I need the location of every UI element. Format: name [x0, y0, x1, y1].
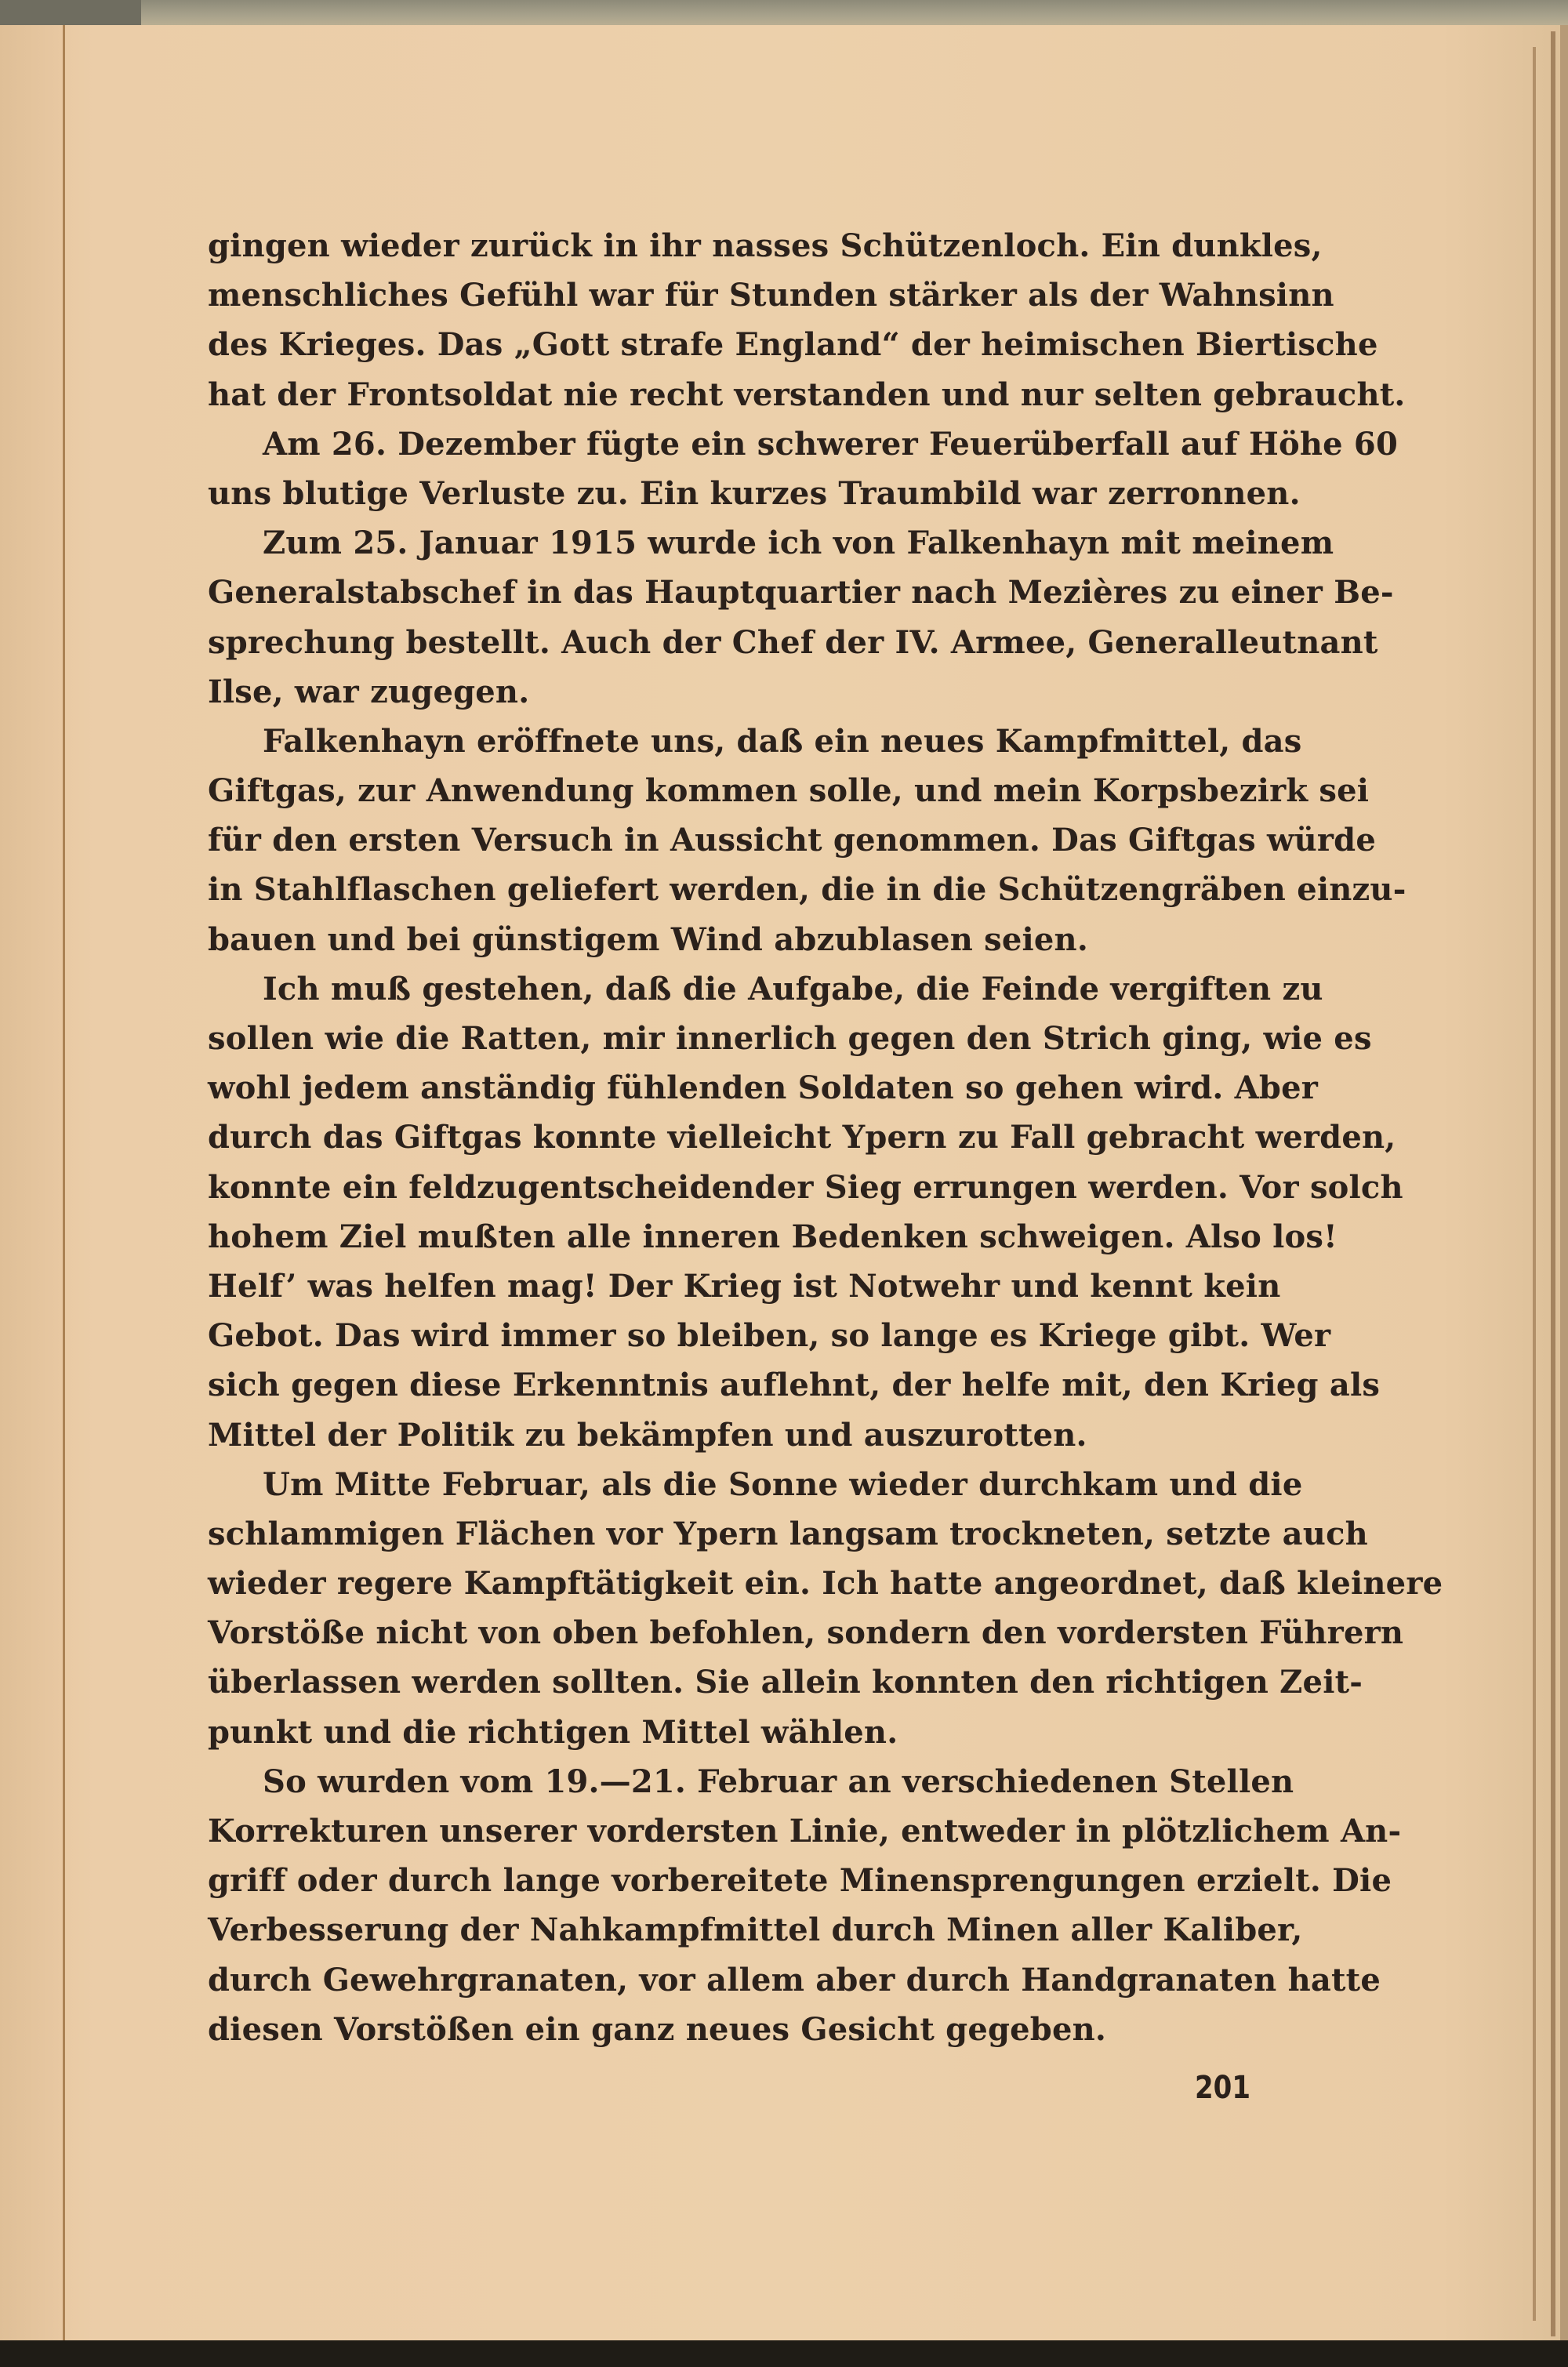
text-line: Vorstöße nicht von oben befohlen, sondern den vordersten Führern	[208, 1614, 1404, 1652]
text-line: punkt und die richtigen Mittel wählen.	[208, 1713, 898, 1751]
gutter-fold-line	[63, 25, 65, 2342]
text-line: in Stahlflaschen geliefert werden, die in die Schützengräben einzu-	[208, 871, 1406, 909]
text-line: durch Gewehrgranaten, vor allem aber durch Handgranaten hatte	[208, 1961, 1381, 1999]
paragraph-start-line: Am 26. Dezember fügte ein schwerer Feuerüberfall auf Höhe 60	[263, 425, 1398, 463]
text-line: schlammigen Flächen vor Ypern langsam trockneten, setzte auch	[208, 1515, 1368, 1552]
page-number: 201	[1195, 2070, 1250, 2106]
paragraph-start-line: Falkenhayn eröffnete uns, daß ein neues Kampfmittel, das	[263, 722, 1302, 760]
text-line: Korrekturen unserer vordersten Linie, entweder in plötzlichem An-	[208, 1813, 1402, 1850]
text-line: uns blutige Verluste zu. Ein kurzes Traumbild war zerronnen.	[208, 474, 1301, 512]
book-top-edge-dark	[0, 0, 141, 25]
text-line: Verbesserung der Nahkampfmittel durch Minen aller Kaliber,	[208, 1911, 1303, 1949]
text-line: sprechung bestellt. Auch der Chef der IV. Armee, Generalleutnant	[208, 623, 1378, 661]
paragraph-start-line: So wurden vom 19.—21. Februar an verschiedenen Stellen	[263, 1763, 1294, 1800]
text-line: menschliches Gefühl war für Stunden stärker als der Wahnsinn	[208, 277, 1334, 314]
text-line: Mittel der Politik zu bekämpfen und auszurotten.	[208, 1416, 1087, 1454]
text-line: sich gegen diese Erkenntnis auflehnt, der helfe mit, den Krieg als	[208, 1367, 1381, 1404]
text-line: Giftgas, zur Anwendung kommen solle, und mein Korpsbezirk sei	[208, 772, 1370, 810]
text-line: diesen Vorstößen ein ganz neues Gesicht gegeben.	[208, 2010, 1107, 2048]
text-line: bauen und bei günstigem Wind abzublasen seien.	[208, 920, 1088, 958]
text-line: für den ersten Versuch in Aussicht genommen. Das Giftgas würde	[208, 822, 1376, 859]
gutter-shadow	[0, 25, 63, 2342]
paragraph-start-line: Ich muß gestehen, daß die Aufgabe, die Feinde vergiften zu	[263, 970, 1323, 1007]
paragraph-start-line: Zum 25. Januar 1915 wurde ich von Falkenhayn mit meinem	[263, 525, 1334, 562]
text-line: des Krieges. Das „Gott strafe England“ der heimischen Biertische	[208, 326, 1378, 364]
text-line: gingen wieder zurück in ihr nasses Schützenloch. Ein dunkles,	[208, 227, 1323, 264]
body-text	[208, 221, 1443, 2054]
book-top-edge	[0, 0, 1568, 25]
text-line: Helf’ was helfen mag! Der Krieg ist Notwehr und kennt kein	[208, 1267, 1281, 1305]
text-line: konnte ein feldzugentscheidender Sieg errungen werden. Vor solch	[208, 1168, 1403, 1206]
text-line: überlassen werden sollten. Sie allein konnten den richtigen Zeit-	[208, 1664, 1363, 1701]
text-line: Ilse, war zugegen.	[208, 673, 530, 710]
page-edge-line	[1560, 25, 1568, 2342]
text-line: Generalstabschef in das Hauptquartier nach Mezières zu einer Be-	[208, 574, 1394, 612]
text-line: griff oder durch lange vorbereitete Minensprengungen erzielt. Die	[208, 1862, 1392, 1900]
text-line: durch das Giftgas konnte vielleicht Ypern zu Fall gebracht werden,	[208, 1119, 1396, 1156]
text-line: sollen wie die Ratten, mir innerlich gegen den Strich ging, wie es	[208, 1020, 1372, 1057]
text-line: hat der Frontsoldat nie recht verstanden und nur selten gebraucht.	[208, 376, 1406, 413]
page-edge-line	[1533, 47, 1536, 2321]
text-line: Gebot. Das wird immer so bleiben, so lange es Kriege gibt. Wer	[208, 1317, 1331, 1355]
page-edge-line	[1551, 31, 1555, 2336]
text-line: wohl jedem anständig fühlenden Soldaten so gehen wird. Aber	[208, 1069, 1318, 1107]
book-bottom-edge	[0, 2340, 1568, 2367]
text-line: wieder regere Kampftätigkeit ein. Ich hatte angeordnet, daß kleinere	[208, 1565, 1443, 1603]
text-line: hohem Ziel mußten alle inneren Bedenken schweigen. Also los!	[208, 1218, 1338, 1255]
paragraph-start-line: Um Mitte Februar, als die Sonne wieder durchkam und die	[263, 1465, 1303, 1503]
